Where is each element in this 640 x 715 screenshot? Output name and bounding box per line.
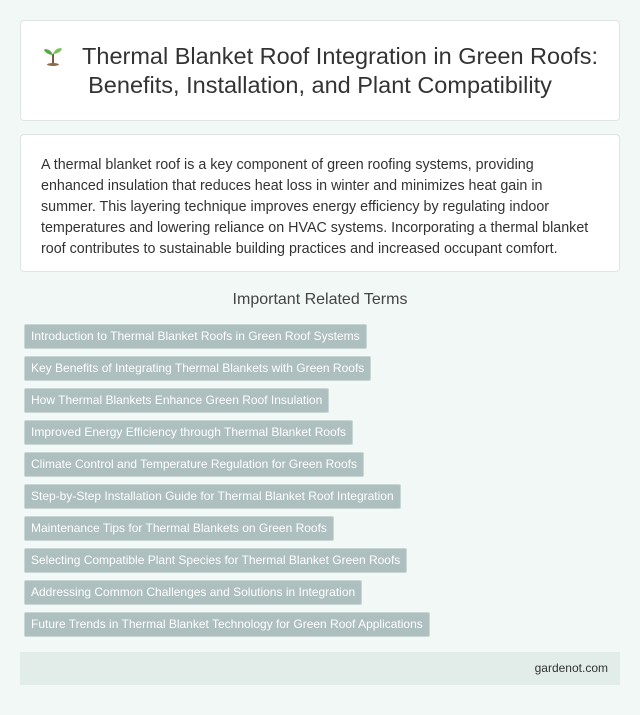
sprout-icon bbox=[42, 44, 64, 66]
page-title bbox=[37, 42, 603, 100]
title-text: Thermal Blanket Roof Integration in Green Roofs: Benefits, Installation, and Plant Compatibility bbox=[82, 42, 598, 98]
related-term-link[interactable]: Maintenance Tips for Thermal Blankets on Green Roofs bbox=[24, 516, 334, 541]
footer bbox=[20, 652, 620, 685]
related-term-link[interactable]: Selecting Compatible Plant Species for Thermal Blanket Green Roofs bbox=[24, 548, 407, 573]
related-term-link[interactable]: Climate Control and Temperature Regulation for Green Roofs bbox=[24, 452, 364, 477]
related-term-link[interactable]: Improved Energy Efficiency through Thermal Blanket Roofs bbox=[24, 420, 353, 445]
related-terms-list bbox=[24, 324, 620, 644]
title-card bbox=[20, 20, 620, 121]
intro-card bbox=[20, 134, 620, 272]
related-term-link[interactable]: Step-by-Step Installation Guide for Thermal Blanket Roof Integration bbox=[24, 484, 401, 509]
related-term-link[interactable]: Introduction to Thermal Blanket Roofs in Green Roof Systems bbox=[24, 324, 367, 349]
related-term-link[interactable]: Addressing Common Challenges and Solutions in Integration bbox=[24, 580, 362, 605]
related-term-link[interactable]: Future Trends in Thermal Blanket Technology for Green Roof Applications bbox=[24, 612, 430, 637]
related-terms-heading: Important Related Terms bbox=[232, 291, 408, 308]
intro-paragraph: A thermal blanket roof is a key component of green roofing systems, providing enhanced insulation that reduces heat loss in winter and minimizes heat gain in summer. This layering technique improves energy efficiency by regulating indoor temperatures and lowering reliance on HVAC systems. Incorporating a thermal blanket roof contributes to sustainable building practices and increased occupant comfort. bbox=[41, 157, 589, 257]
footer-site-link[interactable]: gardenot.com bbox=[534, 661, 608, 675]
related-term-link[interactable]: How Thermal Blankets Enhance Green Roof Insulation bbox=[24, 388, 329, 413]
related-term-link[interactable]: Key Benefits of Integrating Thermal Blankets with Green Roofs bbox=[24, 356, 371, 381]
